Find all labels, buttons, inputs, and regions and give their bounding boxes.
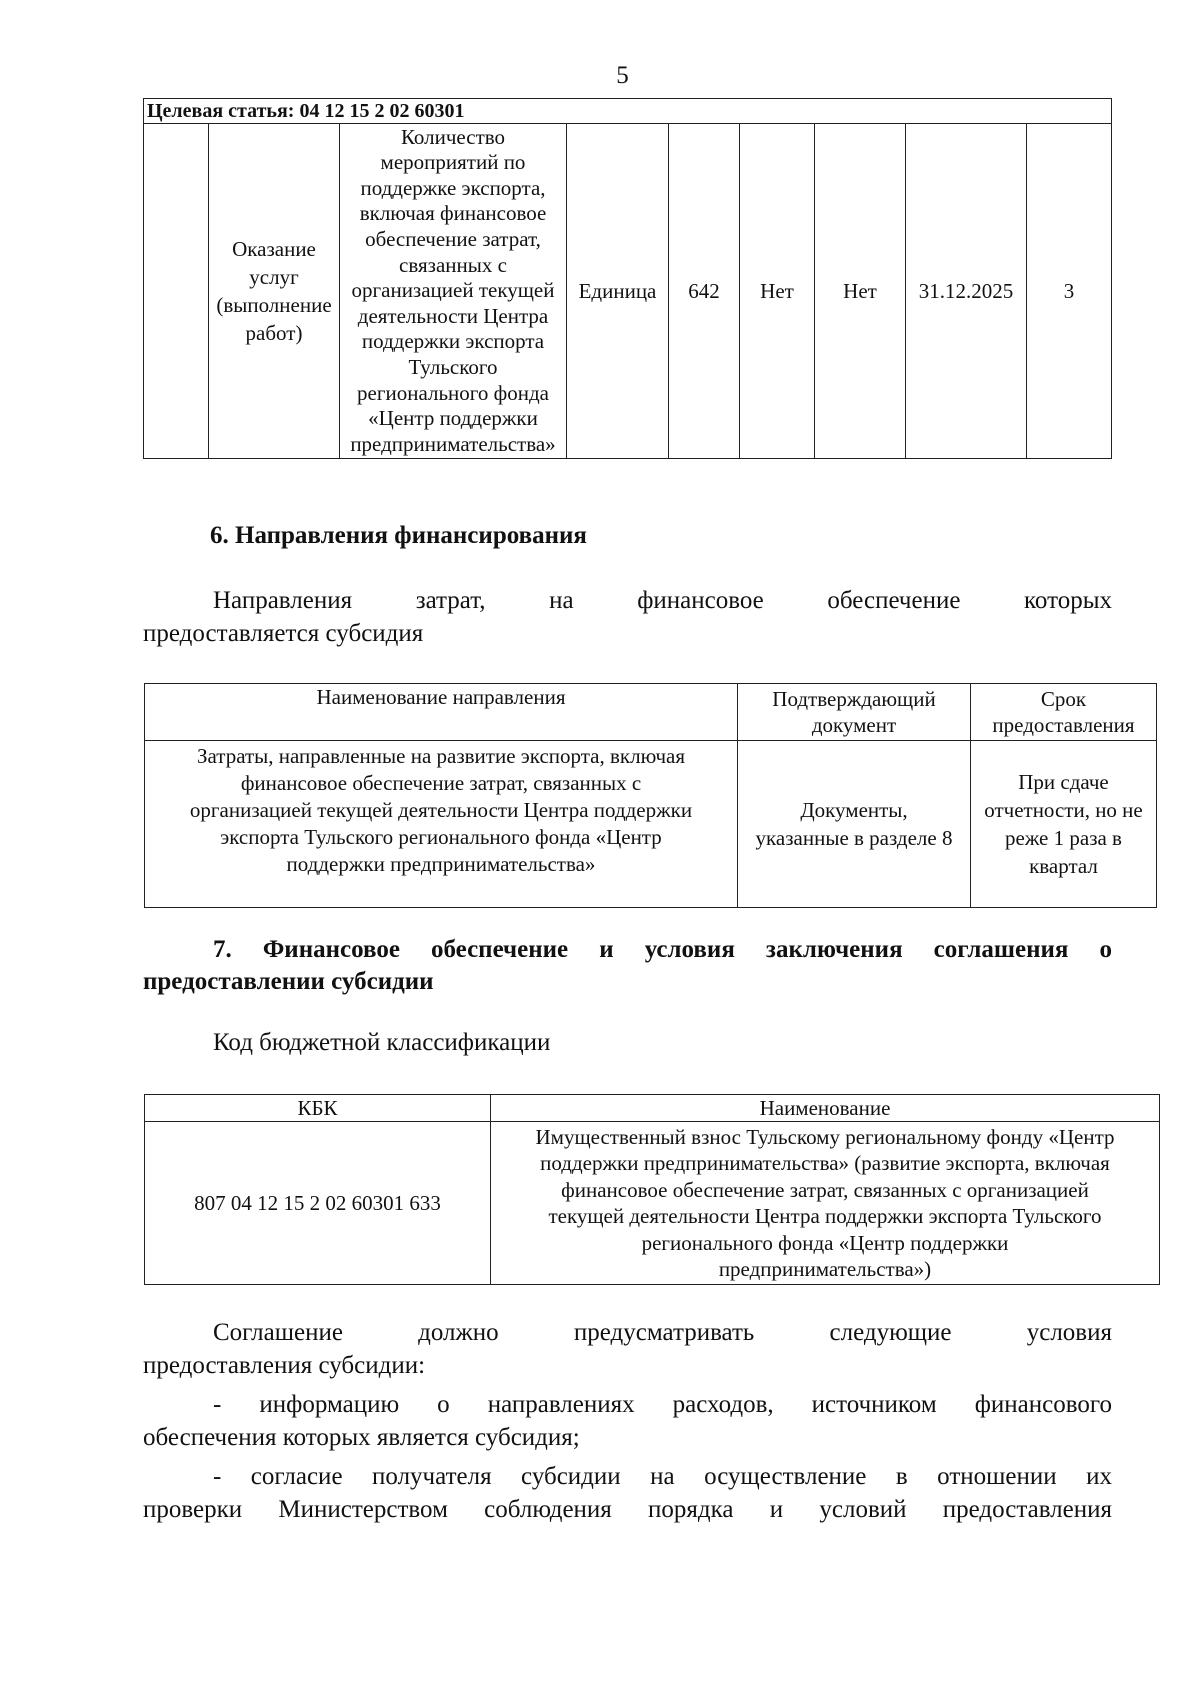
header-name: Наименование bbox=[491, 1095, 1160, 1122]
agreement-item-2: - согласие получателя субсидии на осуществление в отношении их проверки Министерством соблюдения порядка и условий предоставления bbox=[143, 1463, 1112, 1523]
unit-cell: Единица bbox=[567, 124, 669, 459]
header-kbk: КБК bbox=[145, 1095, 491, 1122]
financing-directions-table bbox=[144, 683, 1157, 908]
date-cell: 31.12.2025 bbox=[906, 124, 1027, 459]
result-description-cell: Количество мероприятий по поддержке экспорта, включая финансовое обеспечение затрат, связанных с организацией текущей деятельности Центра поддержки экспорта Тульского регионального фонда «Центр поддержки предпринимательства» bbox=[340, 124, 567, 459]
section-6-paragraph: Направления затрат, на финансовое обеспечение которых предоставляется субсидия bbox=[143, 587, 1112, 647]
term-cell: При сдаче отчетности, но не реже 1 раза в квартал bbox=[971, 741, 1157, 908]
page-number: 5 bbox=[616, 62, 629, 89]
kbk-code-cell: 807 04 12 15 2 02 60301 633 bbox=[145, 1122, 491, 1285]
value-cell: 3 bbox=[1027, 124, 1112, 459]
service-type-cell: Оказание услуг (выполнение работ) bbox=[209, 124, 340, 459]
header-document: Подтверждающий документ bbox=[738, 684, 971, 741]
code-cell: 642 bbox=[669, 124, 740, 459]
kbk-table bbox=[144, 1094, 1160, 1285]
direction-cell: Затраты, направленные на развитие экспорта, включая финансовое обеспечение затрат, связанных с организацией текущей деятельности Центра поддержки экспорта Тульского регионального фонда «Центр поддержки предпринимательства» bbox=[145, 741, 738, 908]
document-cell: Документы, указанные в разделе 8 bbox=[738, 741, 971, 908]
target-article-table bbox=[143, 98, 1112, 459]
kbk-name-cell: Имущественный взнос Тульскому региональному фонду «Центр поддержки предпринимательства» (развитие экспорта, включая финансовое обеспечение затрат, связанных с организацией текущей деятельности Центра поддержки экспорта Тульского регионального фонда «Центр поддержки предпринимательства») bbox=[491, 1122, 1160, 1285]
kbk-label: Код бюджетной классификации bbox=[213, 1029, 551, 1056]
empty-cell bbox=[144, 124, 209, 459]
section-6-heading: 6. Направления финансирования bbox=[210, 522, 587, 549]
no-cell-1: Нет bbox=[740, 124, 815, 459]
section-7-heading: 7. Финансовое обеспечение и условия заключения соглашения о предоставлении субсидии bbox=[143, 936, 1112, 995]
no-cell-2: Нет bbox=[815, 124, 906, 459]
agreement-paragraph: Соглашение должно предусматривать следующие условия предоставления субсидии: bbox=[143, 1319, 1112, 1379]
target-article-title: Целевая статья: 04 12 15 2 02 60301 bbox=[144, 99, 1112, 124]
agreement-item-1: - информацию о направлениях расходов, источником финансового обеспечения которых является субсидия; bbox=[143, 1391, 1112, 1451]
header-term: Срок предоставления bbox=[971, 684, 1157, 741]
header-direction: Наименование направления bbox=[145, 684, 738, 741]
